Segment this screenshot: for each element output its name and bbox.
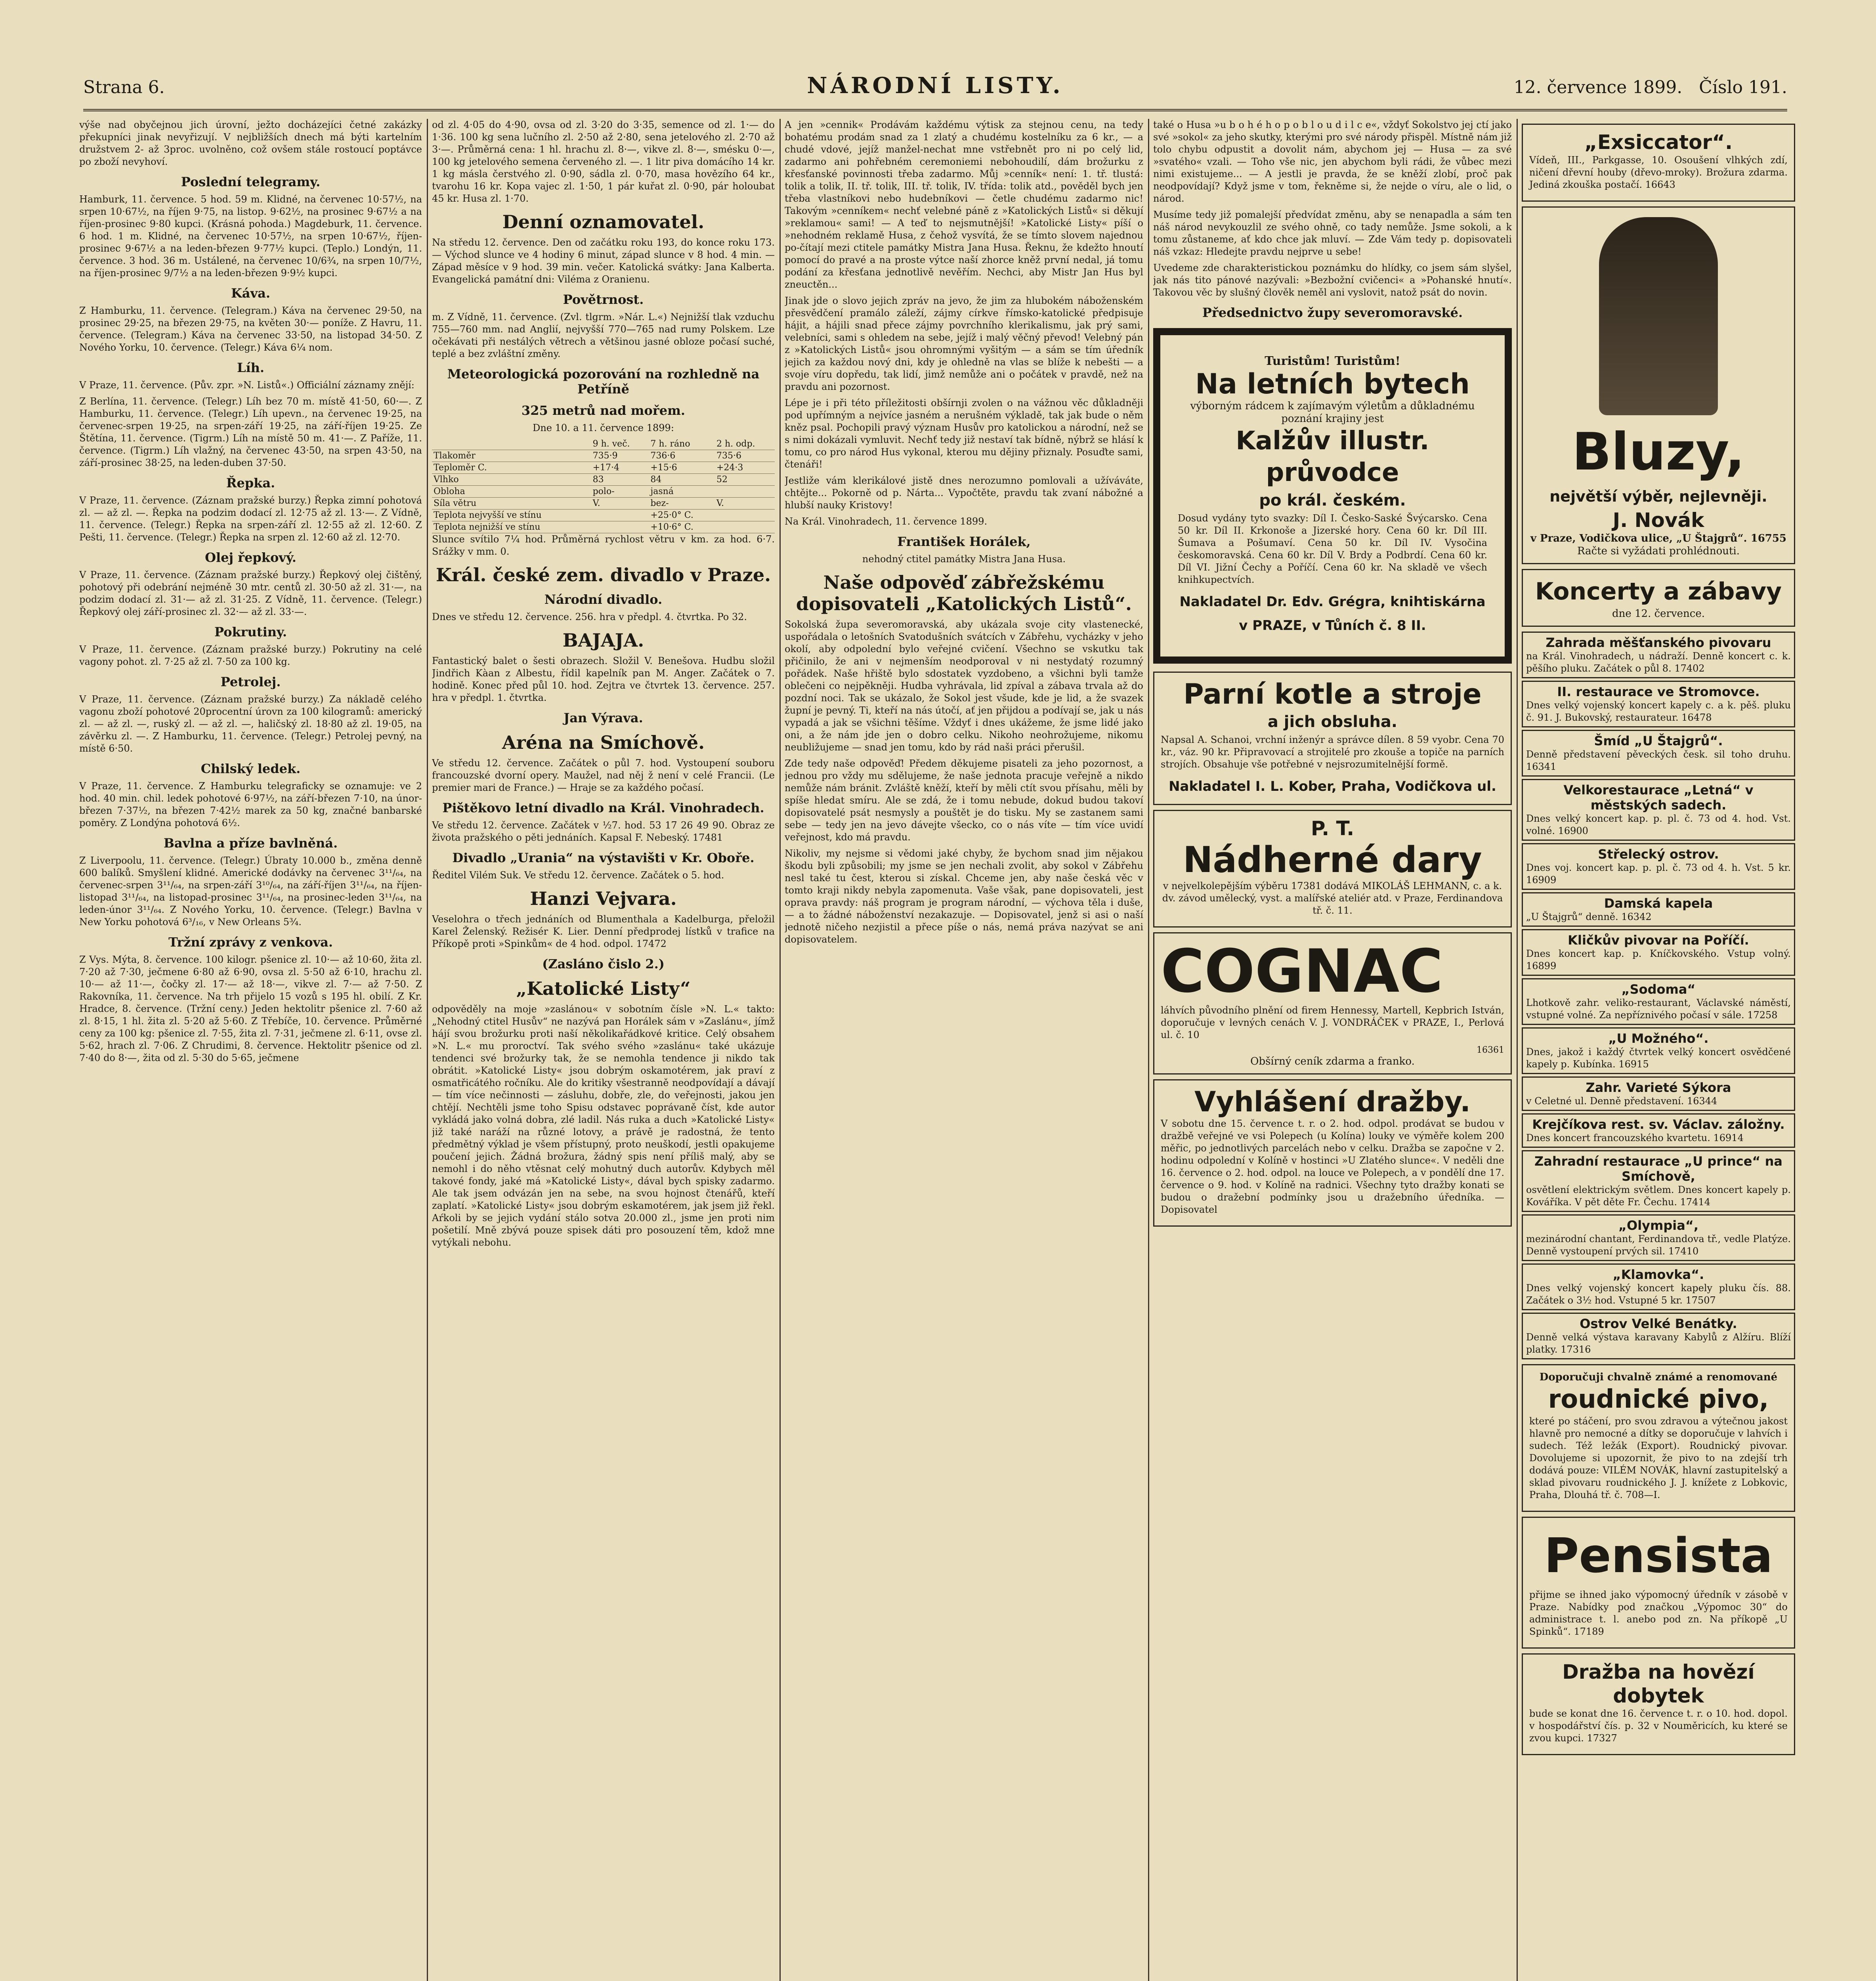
list-item: Krejčíkova rest. sv. Václav. záložny. Dnes koncert francouzského kvartetu. 16914 bbox=[1522, 1113, 1795, 1148]
article-text: Musíme tedy již pomalejší předvídat změnu, aby se nenapadla a sám ten náš národ nevykouzlil ze svého ohně, co tady nemůže. Jsme sokoli, a k tomu zůstaneme, ať kdo chce jak mluví. — Zde Vám tedy p. dopisovateli náš vzkaz: Hledejte pravdu nejprve u sebe! bbox=[1153, 209, 1512, 257]
article-text: Jestliže vám klerikálové jistě dnes nerozumno pomlovali a užíváváte, chtějte... Pokorně od p. Nárta... Vypočtěte, pravdu tak zvaní nábožné a hlubší nauky Kristovy! bbox=[785, 475, 1143, 511]
list-item: „Sodoma“ Lhotkově zahr. veliko-restaurant, Václavské náměstí, vstupné volné. Za nepříznivého počasí v sále. 17258 bbox=[1522, 978, 1795, 1025]
lady-illustration bbox=[1599, 217, 1718, 415]
section-heading: Povětrnost. bbox=[563, 292, 644, 307]
column-3 bbox=[785, 119, 1143, 1981]
ad-text: láhvích původního plnění od firem Hennessy, Martell, Kepbrich István, doporučuje v levných cenách V. J. VONDRÁČEK v PRAZE, I., Perlová ul. č. 10 bbox=[1161, 1005, 1504, 1040]
exsiccator-ad bbox=[1522, 124, 1795, 202]
page-number: Strana 6. bbox=[83, 77, 165, 97]
section-heading: Tržní zprávy z venkova. bbox=[168, 935, 333, 950]
article-text: V Praze, 11. července. (Záznam pražské burzy.) Za nákladě celého vagonu zboží pohotové 20procentní úrovn za 100 kilogramů: americký zl. — až zl. —, ruský zl. — až zl. —, haličský zl. 18·80 až zl. 19·05, na závěrku zl. —. Z Hamburku, 11. července. (Telegr.) Petrolej pevný, na místě 6·50. bbox=[79, 694, 422, 754]
ad-headline: Nádherné dary bbox=[1183, 839, 1482, 881]
article-text: Jinak jde o slovo jejich zpráv na jevo, že jim za hlubokém náboženském přesvědčení pramálo záleží, zájmy církve římsko-katolické předpisuje hájit, a hájili snad přece zájmy povrchního klerikalismu, jak prý sami, velebníci, sami s ohledem na sebe, jejíž i malý věčný převod! Velebný pán z »Katolických Listů« jsou ohromnými vyšitým — a sám se tím úředník jejich za každou nový dni, kdy je ohledně na vlas se blíže k nebešti — a svoje víru dopředu, tak lidí, jimž nemůže ani o počátek v pravdě, než na pravdu ani pozornost. bbox=[785, 295, 1143, 392]
article-text: Sokolská župa severomoravská, aby ukázala svoje city vlastenecké, uspořádala o letošních Svatodušních svátcích v Zábřehu, vycházky v jeho okolí, aby odpolední bylo veřejné cvičení. Všechno se vskutku tak přičinilo, že ani v nejmenším neodporoval v ni nestydatý rozumný pořádek. Naše hřiště bylo sdostatek vyzdobeno, a všichni byli tamže oblečeni co nejpěkněji. Hudba vyhrávala, lid zpíval a zábava trvala až do pozdní noci. Tak se ukázalo, že Sokol jest všude, kde je lid, a že svazek župní je pevný. Ti, kteří na nás útočí, ať jen přijdou a podívají se, jak u nás vypadá a jak se všichni těšíme. Vždyť i dnes ukážeme, že jsme lidé jako oni, a že nám jde jen o dobro celku. Nikoho neohrožujeme, nikomu neubližujeme — snad jen tomu, kdo by rád naši práci přerušil. bbox=[785, 619, 1143, 753]
section-heading: Král. české zem. divadlo v Praze. bbox=[436, 564, 771, 586]
weather-date: Dne 10. a 11. července 1899: bbox=[533, 422, 674, 433]
article-text: Dnes ve středu 12. července. 256. hra v předpl. 4. čtvrtka. Po 32. bbox=[432, 611, 747, 622]
section-heading: Naše odpověď zábřežskému dopisovateli „Katolických Listů“. bbox=[796, 572, 1132, 615]
signature: Předsednictvo župy severomoravské. bbox=[1202, 305, 1463, 320]
section-heading: Káva. bbox=[231, 286, 270, 301]
section-subheading: 325 metrů nad mořem. bbox=[521, 403, 686, 418]
table-row: Tlakoměr 735·9 736·6 735·6 bbox=[432, 450, 775, 462]
ad-headline: Dražba na hovězí dobytek bbox=[1562, 1660, 1755, 1707]
column-rule bbox=[1517, 119, 1518, 1981]
article-text: Z Vys. Mýta, 8. července. 100 kilogr. pšenice zl. 10·— až 10·60, žita zl. 7·20 až 7·30, ječmene 6·80 až 6·90, ovsa zl. 5·50 až 6·10, hrachu zl. 10·— až 11·—, čočky zl. 17·— až 18·—, vikve zl. 7·— až 7·50. Z Rakovníka, 11. července. Na trh přijelo 15 vozů s 195 hl. obilí. Z Kr. Hradce, 8. července. (Tržní ceny.) Jeden hektolitr pšenice zl. 7·60 až zl. 8·15, 1 hl. žita zl. 5·20 až 5·60. Z Třebíče, 10. července. Průměrné ceny za 100 kg: pšenice zl. 7·55, žita zl. 7·31, ječmene zl. 6·11, ovse zl. 5·62, hrach zl. 7·06. Z Chrudimi, 8. července. Hektolitr pšenice od zl. 7·40 do 8·—, žita od zl. 5·30 do 5·65, ječmene bbox=[79, 954, 422, 1063]
article-text: V Praze, 11. července. (Záznam pražské burzy.) Pokrutiny na celé vagony pohot. zl. 7·25 až zl. 7·50 za 100 kg. bbox=[79, 644, 422, 667]
article-text: V Praze, 11. července. (Záznam pražské burzy.) Řepkový olej čištěný, pohotový při odebrání nejméně 30 mtr. centů zl. 30·50 až zl. 31·—, na podzim dodací zl. 31·— až zl. 31·25. Z Vídně, 11. července. (Telegr.) Řepkový olej září-prosinec zl. 32·— až zl. 33·—. bbox=[79, 569, 422, 617]
ad-address: v Praze, Vodičkova ulice, „U Štajgrů“. 16755 bbox=[1530, 532, 1787, 544]
ad-subline: výborným rádcem k zajímavým výletům a důkladnému poznání krajiny jest bbox=[1190, 400, 1475, 425]
ad-text: V sobotu dne 15. července t. r. o 2. hod. odpol. prodávat se budou v dražbě veřejné ve vsi Polepech (u Kolína) louky ve výměře kolem 200 měřic, po jednotlivých parcelách nebo v celku. Dražba se započne v 2. hodinu odpolední v Kolíně v hostinci »U Zlatého slunce«. V neděli dne 16. července o 2. hod. odpol. na louce ve Polepech, a v pondělí dne 17. července o 9. hod. v Kolíně na radnici. Všechny tyto dražby konati se budou o dražební podmínky jsou u dražebního úředníka. — Dopisovatel bbox=[1161, 1118, 1504, 1215]
ad-footer: Račte si vyžádati prohlédnouti. bbox=[1577, 545, 1740, 557]
section-heading: „Katolické Listy“ bbox=[516, 978, 691, 999]
ad-footer: Obšírný ceník zdarma a franko. bbox=[1250, 1055, 1415, 1067]
masthead-title: NÁRODNÍ LISTY. bbox=[807, 73, 1064, 99]
pensioner-ad bbox=[1522, 1517, 1795, 1649]
weather-col: 9 h. več. bbox=[591, 438, 649, 450]
guidebook-ad bbox=[1153, 328, 1512, 664]
list-item: Zahr. Varieté Sýkora v Celetné ul. Denně představení. 16344 bbox=[1522, 1076, 1795, 1111]
ad-text: Dosud vydány tyto svazky: Díl I. Česko-Saské Švýcarsko. Cena 50 kr. Díl II. Krkonoše a Jizerské hory. Cena 60 kr. Díl III. Šumava a Pošumaví. Cena 50 kr. Díl IV. Vysočina českomoravská. Cena 60 kr. Díl V. Brdy a Podbrdí. Cena 60 kr. Díl VI. Jižní Čechy a Poříčí. Cena 60 kr. Na skladě ve všech knihkupectvích. bbox=[1178, 513, 1487, 585]
table-row: Teploměr C. +17·4 +15·6 +24·3 bbox=[432, 462, 775, 474]
ad-subline: největší výběr, nejlevněji. bbox=[1549, 488, 1767, 505]
section-heading: Chilský ledek. bbox=[201, 761, 301, 776]
list-item: „Klamovka“. Dnes velký vojenský koncert kapely pluku čís. 88. Začátek o 3½ hod. Vstupné 5 kr. 17507 bbox=[1522, 1263, 1795, 1310]
weather-col: 2 h. odp. bbox=[715, 438, 775, 450]
article-text: Z Hamburku, 11. července. (Telegram.) Káva na červenec 29·50, na prosinec 29·25, na březen 29·75, na květen 30·— poníže. Z Havru, 11. července. (Telegram.) Káva na červenec 33·50, na listopad 34·50. Z Nového Yorku, 10. července. (Telegr.) Káva 6¼ nom. bbox=[79, 305, 422, 353]
ad-number: 16361 bbox=[1477, 1045, 1504, 1055]
signature-name: František Horálek, bbox=[897, 534, 1031, 549]
weather-table bbox=[432, 438, 775, 533]
article-text: Nikoliv, my nejsme si vědomi jaké chyby, že bychom snad jim nějakou škodu byli způsobili; my jsme se jen nechali zvolit, aby sokol v Zábřehu nesl také tu čest, kterou si získal. Chceme jen, aby naše česká věc v tomto kraji nikdy nebyla zapomenuta. Vaše však, pane dopisovateli, jest oprava pravdy: náš program je program národní, — výchova těla i duše, — a to žádné náboženství nezakazuje. — Dopisovatel, jenž si asi o naší jednotě ničeho nezjistil a přece píše o nás, nemá práva nazývat se ani dopisovatelem. bbox=[785, 848, 1143, 945]
blouses-ad bbox=[1522, 206, 1795, 564]
cattle-auction-ad bbox=[1522, 1653, 1795, 1755]
section-heading: Petrolej. bbox=[220, 674, 281, 689]
article-text: m. Z Vídně, 11. července. (Zvl. tlgrm. »Nár. L.«) Nejnižší tlak vzduchu 755—760 mm. nad Anglií, nejvyšší 770—765 nad rumy Polskem. Lze očekávati při nestálých větrech a většinou jasné obloze počasí suché, teplé a bez zvláštní změny. bbox=[432, 311, 775, 359]
weather-header-row bbox=[432, 438, 775, 450]
table-row: Obloha polo- jasná bbox=[432, 486, 775, 498]
article-text: Z Berlína, 11. července. (Telegr.) Líh bez 70 m. místě 41·50, 60·—. Z Hamburku, 11. července. (Telegr.) Líh upevn., na červenec 19·25, na červenec-srpen 19·25, na srpen-září 19·25, na září-říjen 19·25. Ze Štětína, 11. července. (Tigrm.) Líh na místě 50 m. 41·—. Z Paříže, 11. července. (Tigrm.) Líh vlažný, na červenec 43·50, na srpen 43·50, na září-prosinec 38·25, na leden-duben 37·50. bbox=[79, 396, 422, 468]
ad-headline: Na letních bytech bbox=[1195, 368, 1470, 400]
column-2 bbox=[432, 119, 775, 1981]
ad-topline: Doporučuji chvalně známé a renomované bbox=[1539, 1371, 1778, 1383]
list-item: II. restaurace ve Stromovce. Dnes velký vojenský koncert kapely c. a k. pěš. pluku č. 91. J. Bukovský, restaurateur. 16478 bbox=[1522, 681, 1795, 727]
article-text: odpověděly na moje »zaslánou« v sobotním čísle »N. L.« takto: „Nehodný ctitel Husův“ ne nazývá pan Horálek sám v »Zaslánu«, jímž hájí svou brožurku proti naší několikařádkové kritice. Celý obsahem »N. L.« mu proroctví. Tak svého svého »zaslánu« také ukázuje tendenci své brožurky tak, že se nemohla tendence ji nikdo tak obrátit. »Katolické Listy« jsou dobrým oskamotérem, jak praví z osmatřicátého ročníku. Ale do kritiky všestranně neodpovídají a dávají — tím více nečinnosti — zásluhu, dobře, zle, do veřejnosti, jakou jen chtějí. Nechtěli jsme toho Spisu odstavec poprávaně číst, kde autor vykládá jako volná dobra, zlé ladil. Nás ruka a duch »Katolické Listy« již také naráží na různé lotovy, a právě je radostná, že tento předmětný výklad je všem přístupný, proto neuškodí, jestli opakujeme poučení jejich. Žádná brožura, žádný spis není příliš malý, aby se nemohl i do něho vtěsnat celý mohutný duch autorův. Kdybych měl takové fondy, jaké má »Katolické Listy«, dával bych spisky zadarmo. Ale tak jsem odvázán jen na sebe, na svou hojnost čtenářů, kteří zaplatí. »Katolické Listy« jsou dobrým eskamotérem, jak jsem již řekl. Aŕkoli by se jejich vydání stálo sotva 20.000 zl., jsme jen proti nim pošetilí. Mně zbývá pouze spisek dáti pro posouzení těm, kdož mne vytýkali nebohu. bbox=[432, 1004, 775, 1248]
article-text: Zde tedy naše odpověď! Předem děkujeme pisateli za jeho pozornost, a jednou pro vždy mu sdělujeme, že naše jednota pracuje veřejně a nikdo nemůže nám bránit. Zvláště kněží, kteří by měli ctít svou přísahu, měli by spíše hledat smíru. Ale se zdá, že i tomu nebude, dokud budou takoví dopisovatelé psát nesmysly a pouštět je do tisku. My se zastanem sami sebe — tedy jen na jevo dávejte všecko, co o nás víte — tím více uvidí veřejnost, kdo má pravdu. bbox=[785, 758, 1143, 843]
table-row: Teplota nejvyšší ve stínu +25·0° C. bbox=[432, 510, 775, 521]
article-text: V Praze, 11. července. (Pův. zpr. »N. Listů«.) Officiální záznamy znějí: bbox=[79, 380, 415, 391]
weather-col: 7 h. ráno bbox=[649, 438, 715, 450]
ad-topline: Turistům! Turistům! bbox=[1265, 354, 1400, 368]
ad-text: přijme se ihned jako výpomocný úředník v zásobě v Praze. Nabídky pod značkou „Výpomoc 30“ do administrace t. l. anebo pod zn. Na příkopě „U Spinků“. 17189 bbox=[1529, 1589, 1788, 1637]
ad-publisher: Nakladatel I. L. Kober, Praha, Vodičkova ul. bbox=[1169, 779, 1496, 794]
page-header bbox=[83, 69, 1787, 111]
boilers-ad bbox=[1153, 672, 1512, 805]
section-heading: Meteorologická pozorování na rozhledně na Petříně bbox=[447, 366, 760, 397]
gifts-ad bbox=[1153, 810, 1512, 928]
column-1 bbox=[79, 119, 422, 1981]
play-title: BAJAJA. bbox=[562, 630, 644, 651]
ad-text: které po stáčení, pro svou zdravou a výtečnou jakost hlavně pro nemocné a dítky se doporučuje v lahvích i sudech. Též ležák (Export). Roudnický pivovar. Dovolujeme si upozornit, že pivo to na zdejší trh dodává pouze: VILÉM NOVÁK, hlavní zastupitelský a sklad pivovaru roudnického J. J. knížete z Lobkovic, Praha, Dlouhá tř. č. 708—I. bbox=[1529, 1416, 1788, 1500]
article-text: V Praze, 11. července. (Záznam pražské burzy.) Řepka zimní pohotová zl. — až zl. —. Řepka na podzim dodací zl. 12·75 až zl. 13·—. Z Vídně, 11. července. (Telegr.) Řepka na srpen-září zl. 12·55 až zl. 12·60. Z Pešti, 11. července. (Telegr.) Řepka na srpen zl. 12·60 až zl. 12·70. bbox=[79, 495, 422, 543]
ad-headline: Bluzy, bbox=[1572, 422, 1745, 482]
ad-text: v nejvelkolepějším výběru 17381 dodává MIKOLÁŠ LEHMANN, c. a k. dv. závod umělecký, vyst. a malířské ateliér atd. v Praze, Ferdinandova tř. č. 11. bbox=[1162, 880, 1503, 916]
article-text: Ve středu 12. července. Začátek o půl 7. hod. Vystoupení souboru francouzské dvorní opery. Maužel, nad něj ž není v celé Francii. (Le premier mari de France.) — Hraje se za každého počasí. bbox=[432, 758, 775, 793]
list-item: „Olympia“, mezinárodní chantant, Ferdinandova tř., vedle Platýze. Denně vystoupení prvých sil. 17410 bbox=[1522, 1214, 1795, 1261]
ad-headline: COGNAC bbox=[1161, 937, 1443, 1006]
list-item: Kličkův pivovar na Poříčí. Dnes koncert kap. p. Kníčkovského. Vstup volný. 16899 bbox=[1522, 929, 1795, 976]
section-note: (Zasláno čislo 2.) bbox=[542, 956, 665, 971]
section-heading: Bavlna a příze bavlněná. bbox=[163, 836, 338, 851]
ad-publisher: Nakladatel Dr. Edv. Grégra, knihtiskárna v PRAZE, v Tůních č. 8 II. bbox=[1179, 594, 1486, 634]
concerts-heading bbox=[1522, 569, 1795, 627]
article-text: V Praze, 11. července. Z Hamburku telegraficky se oznamuje: ve 2 hod. 40 min. chil. ledek pohotové 6·97½, na září-březen 7·10, na únor-březen 7·37½, na březen 7·42½ marek za 50 kg, značné banbarské poměry. Z Londýna pohotová 6½. bbox=[79, 781, 422, 828]
column-rule bbox=[427, 119, 428, 1981]
article-text: od zl. 4·05 do 4·90, ovsa od zl. 3·20 do 3·35, semence od zl. 1·— do 1·36. 100 kg sena lučního zl. 2·50 až 2·80, sena jetelového zl. 2·70 až 3·—. Průměrná cena: 1 hl. hrachu zl. 8·—, vikve zl. 8·—, smésku 0·—, 100 kg jetelového semena červeného zl. —. 1 litr piva domácího 14 kr. 1 kg másla čerstvého zl. 0·90, sádla zl. 0·70, masa hovězího 64 kr., tvarohu 16 kr. Kopa vajec zl. 1·50, 1 pár kuřat zl. 0·90, pár holoubat 45 kr. Husa zl. 1·70. bbox=[432, 119, 775, 204]
list-item: Střelecký ostrov. Dnes voj. koncert kap. p. pl. č. 73 od 4. h. Vst. 5 kr. 16909 bbox=[1522, 843, 1795, 890]
play-title: Jan Výrava. bbox=[564, 710, 643, 725]
article-text: Ředitel Vilém Suk. Ve středu 12. července. Začátek o 5. hod. bbox=[432, 870, 724, 881]
ad-subtitle: po král. českém. bbox=[1259, 491, 1406, 510]
list-item: Šmíd „U Štajgrů“. Denně představení pěveckých česk. sil toho druhu. 16341 bbox=[1522, 730, 1795, 777]
ad-headline: roudnické pivo, bbox=[1548, 1385, 1769, 1414]
section-heading: Divadlo „Urania“ na výstavišti v Kr. Oboře. bbox=[452, 850, 755, 865]
article-text: Ve středu 12. července. Začátek v ½7. hod. 53 17 26 49 90. Obraz ze života pražského o pěti jednáních. Kapsal F. Nebeský. 17481 bbox=[432, 820, 775, 843]
table-row: Vlhko 83 84 52 bbox=[432, 474, 775, 486]
article-text: Uvedeme zde charakteristickou poznámku do hlídky, co jsem sám slyšel, jak nás tito pánové nazývali: »Bezbožní cvičenci« a »Pohanské hnutí«. Takovou věc by slušný člověk neměl ani vyslovit, natož psát do novin. bbox=[1153, 262, 1512, 298]
beer-ad bbox=[1522, 1364, 1795, 1512]
ad-title: Kalžův illustr. průvodce bbox=[1236, 426, 1429, 487]
list-item: Velkorestaurace „Letná“ v městských sadech. Dnes velký koncert kap. p. pl. č. 73 od 4. hod. Vst. volné. 16900 bbox=[1522, 779, 1795, 841]
article-text: Fantastický balet o šesti obrazech. Složil V. Benešova. Hudbu složil Jindřich Kàan z Albestu, řídil kapelník pan M. Anger. Začátek o 7. hodině. Konec před půl 10. hod. Zejtra ve čtvrtek 13. července. 257. hra v předpl. 1. čtvrtka. bbox=[432, 655, 775, 703]
list-item: „U Možného“. Dnes, jakož i každý čtvrtek velký koncert osvědčené kapely p. Kubínka. 16915 bbox=[1522, 1027, 1795, 1074]
ad-text: Napsal A. Schanoi, vrchní inženýr a správce dílen. 8 59 vyobr. Cena 70 kr., váz. 90 kr. Připravovací a strojitelé pro zkouše a topiče na parních strojích. Obsahuje vše potřebné v nejsrozumitelnější formě. bbox=[1161, 734, 1504, 770]
section-heading: Řepka. bbox=[226, 475, 275, 490]
section-heading: Poslední telegramy. bbox=[181, 174, 321, 189]
article-text: také o Husa »u b o h é h o p o b l o u d i l c e«, vždyť Sokolstvo jej ctí jako své »sokol« za jeho skutky, kterými pro své národy přispěl. Místně nám již tolo chybu odpustit a dovolit nám, abychom jej — Husa — za své »svatého« vzali. — Toho vše nic, jen abychom byli rádi, že vůbec mezi nimi existujeme... — A jestli je pravda, že se kněží zlobí, proč pak neodpovídají? Když jsme v tom, řekněme si, že nejde o víru, ale o lid, o národ. bbox=[1153, 119, 1512, 204]
table-row: Síla větru V. bez- V. bbox=[432, 498, 775, 510]
signature-place: Na Král. Vinohradech, 11. července 1899. bbox=[785, 516, 988, 527]
signature-title: nehodný ctitel památky Mistra Jana Husa. bbox=[862, 553, 1066, 565]
ad-headline: Vyhlášení dražby. bbox=[1194, 1086, 1471, 1118]
ad-headline: Pensista bbox=[1544, 1529, 1773, 1584]
article-text: Lépe je i při této příležitosti obšírnji zvolen o na vážnou věc důkladněji pod upřímným a nejvíce jasném a nerušném výkladě, tak jak bude o něm kněz psal. Pochopili pravý význam Husův pro katolickou a národní, než se s nimi dokázali vymluvit. Nechť tedy již nestaví tak bídně, nýbrž se hlásí k tomu, co pro národ Hus vykonal, kterou mu dějiny přiznaly. Posuďte sami, čtenáři! bbox=[785, 397, 1143, 470]
section-heading: Pištěkovo letní divadlo na Král. Vinohradech. bbox=[442, 800, 764, 815]
column-5 bbox=[1522, 119, 1795, 1981]
section-heading: Pokrutiny. bbox=[214, 624, 287, 639]
ad-topline: P. T. bbox=[1311, 817, 1354, 840]
article-text: A jen »cennik« Prodávám každému výtisk za stejnou cenu, na tedy bohatému prodám snad za 1 zlatý a chudému kostelníku za 6 kr., — a chudé vdové, jejíž manžel-nechat mne vstřebnět pro ni po celý lid, zadarmo ani pohřebném ceremoniemi nebohoudilí, dám brožurku z křesťanské povinnosti třeba zadarmo. Můj »cenník« není: 1. tř. tlustá: tolik a tolik, II. tř. tolik, III. tř. tolik, IV. třída: tolik atd., pověděl bych jen třeba vlastníkovi nebo hudebníkovi — četle chudému zadarmo nic! Takovým »cenníkem« nechť velebné páně z »Katolických Listů« si děkují »reklamou« sami! — A teď to nejsmutnější! »Katolické Listy« píší o »nehodném reklamě Husa, z čehož vysvítá, že se tímto slovem najednou po-čítají mezi ctitele památky Mistra Jana Husa. Řeknu, že kdežto hnoutí pomocí do pravé a na proste výtce naší zhorce kněž první nedal, já tomu podání za křesťana jednotlivě nevěřím. Nechci, aby Mistr Jan Hus byl zneuctěn... bbox=[785, 119, 1143, 290]
section-subheading: Národní divadlo. bbox=[544, 592, 663, 607]
auction-ad bbox=[1153, 1079, 1512, 1227]
weather-footnote: Slunce svítilo 7¼ hod. Průměrná rychlost větru v km. za hod. 6·7. Srážky v mm. 0. bbox=[432, 534, 775, 557]
ad-headline: „Exsiccator“. bbox=[1584, 131, 1733, 154]
article-text: Veselohra o třech jednáních od Blumenthala a Kadelburga, přeložil Karel Želenský. Režisér K. Lier. Denní předprodej lístků v trafice na Příkopě proti »Spinkům« de 4 hod. odpol. 17472 bbox=[432, 914, 775, 949]
article-text: Z Liverpoolu, 11. července. (Telegr.) Úbraty 10.000 b., změna denně 600 balíků. Smyšlení klidné. Americké dodávky na červenec 3¹¹/₆₄, na červenec-srpen 3¹¹/₆₄, na srpen-září 3¹⁰/₆₄, na září-říjen 3¹¹/₆₄, na říjen-listopad 3¹¹/₆₄, na listopad-prosinec 3¹¹/₆₄, na prosinec-leden 3¹¹/₆₄, na leden-únor 3¹¹/₆₄. Z Nového Yorku, 10. července. (Telegr.) Bavlna v New Yorku pohotová 6³/₁₆, v New Orleans 5¾. bbox=[79, 855, 422, 928]
list-item: Damská kapela „U Štajgrů“ denně. 16342 bbox=[1522, 892, 1795, 927]
ad-text: Vídeň, III., Parkgasse, 10. Osoušení vlhkých zdí, ničení dřevní houby (dřevo-mroky). Brožura zdarma. Jediná zkouška postačí. 16643 bbox=[1529, 155, 1788, 190]
ad-text: bude se konat dne 16. července t. r. o 10. hod. dopol. v hospodářství čís. p. 32 v Nouměricích, ku které se zvou kupci. 17327 bbox=[1529, 1708, 1788, 1744]
table-row: Teplota nejnižší ve stínu +10·6° C. bbox=[432, 521, 775, 533]
column-rule bbox=[1148, 119, 1149, 1981]
section-heading: Denní oznamovatel. bbox=[502, 211, 705, 233]
article-text: Na středu 12. července. Den od začátku roku 193, do konce roku 173. — Východ slunce ve 4 hodiny 6 minut, západ slunce v 8 hod. 4 min. — Západ měsíce v 9 hod. 39 min. večer. Katolická svátky: Jana Kalberta. Evangelická památní dni: Viléma z Oranienu. bbox=[432, 237, 775, 285]
section-heading: Líh. bbox=[237, 360, 265, 375]
section-heading: Aréna na Smíchově. bbox=[502, 732, 705, 753]
cognac-ad bbox=[1153, 932, 1512, 1074]
article-text: výše nad obyčejnou jich úrovní, ježto docházejíci četné zakázky překupníci jinak nevyřizují. V nejbližších dnech má býti kartelním družstvem 2- až 3proc. uvolněno, což ovšem stále rostoucí poptávce po zboží nevyhoví. bbox=[79, 119, 422, 167]
section-heading: Olej řepkový. bbox=[205, 550, 296, 565]
ad-subline: dne 12. července. bbox=[1612, 608, 1705, 620]
ad-name: J. Novák bbox=[1612, 509, 1704, 532]
column-rule bbox=[779, 119, 781, 1981]
list-item: Zahrada měšťanského pivovaru na Král. Vinohradech, u nádraží. Denně koncert c. k. pěšího pluku. Začátek o půl 8. 17402 bbox=[1522, 632, 1795, 678]
issue-info: 12. července 1899. Číslo 191. bbox=[1513, 77, 1787, 97]
play-title: Hanzi Vejvara. bbox=[530, 888, 677, 909]
list-item: Ostrov Velké Benátky. Denně velká výstava karavany Kabylů z Alžíru. Blíží platky. 17316 bbox=[1522, 1313, 1795, 1359]
list-item: Zahradní restaurace „U prince“ na Smíchově, osvětlení elektrickým světlem. Dnes koncert kapely p. Kováříka. V pět děte Fr. Čechu. 17414 bbox=[1522, 1150, 1795, 1212]
ad-headline: Koncerty a zábavy bbox=[1535, 578, 1782, 605]
column-4 bbox=[1153, 119, 1512, 1981]
ad-subline: a jich obsluha. bbox=[1267, 713, 1398, 731]
ad-headline: Parní kotle a stroje bbox=[1183, 678, 1482, 710]
article-text: Hamburk, 11. července. 5 hod. 59 m. Klidné, na červenec 10·57½, na srpen 10·67½, na říjen 9·75, na listop. 9·62½, na prosinec 9·67½ a na říjen-prosinec 9·80 kupci. (Krásná pohoda.) Magdeburk, 11. července. 6 hod. 1 m. Klidné, na červenec 10·57½, na srpen 10·67½, říjen-prosinec 9·67½ a na leden-březen 9·77½ kupci. (Teplo.) Londýn, 11. července. 3 hod. 36 m. Ustálené, na červenec 10/6¾, na srpen 10/7½, na říjen-prosinec 9/7½ a na leden-březen 9·9½ kupci. bbox=[79, 194, 422, 279]
concert-list bbox=[1522, 632, 1795, 1359]
